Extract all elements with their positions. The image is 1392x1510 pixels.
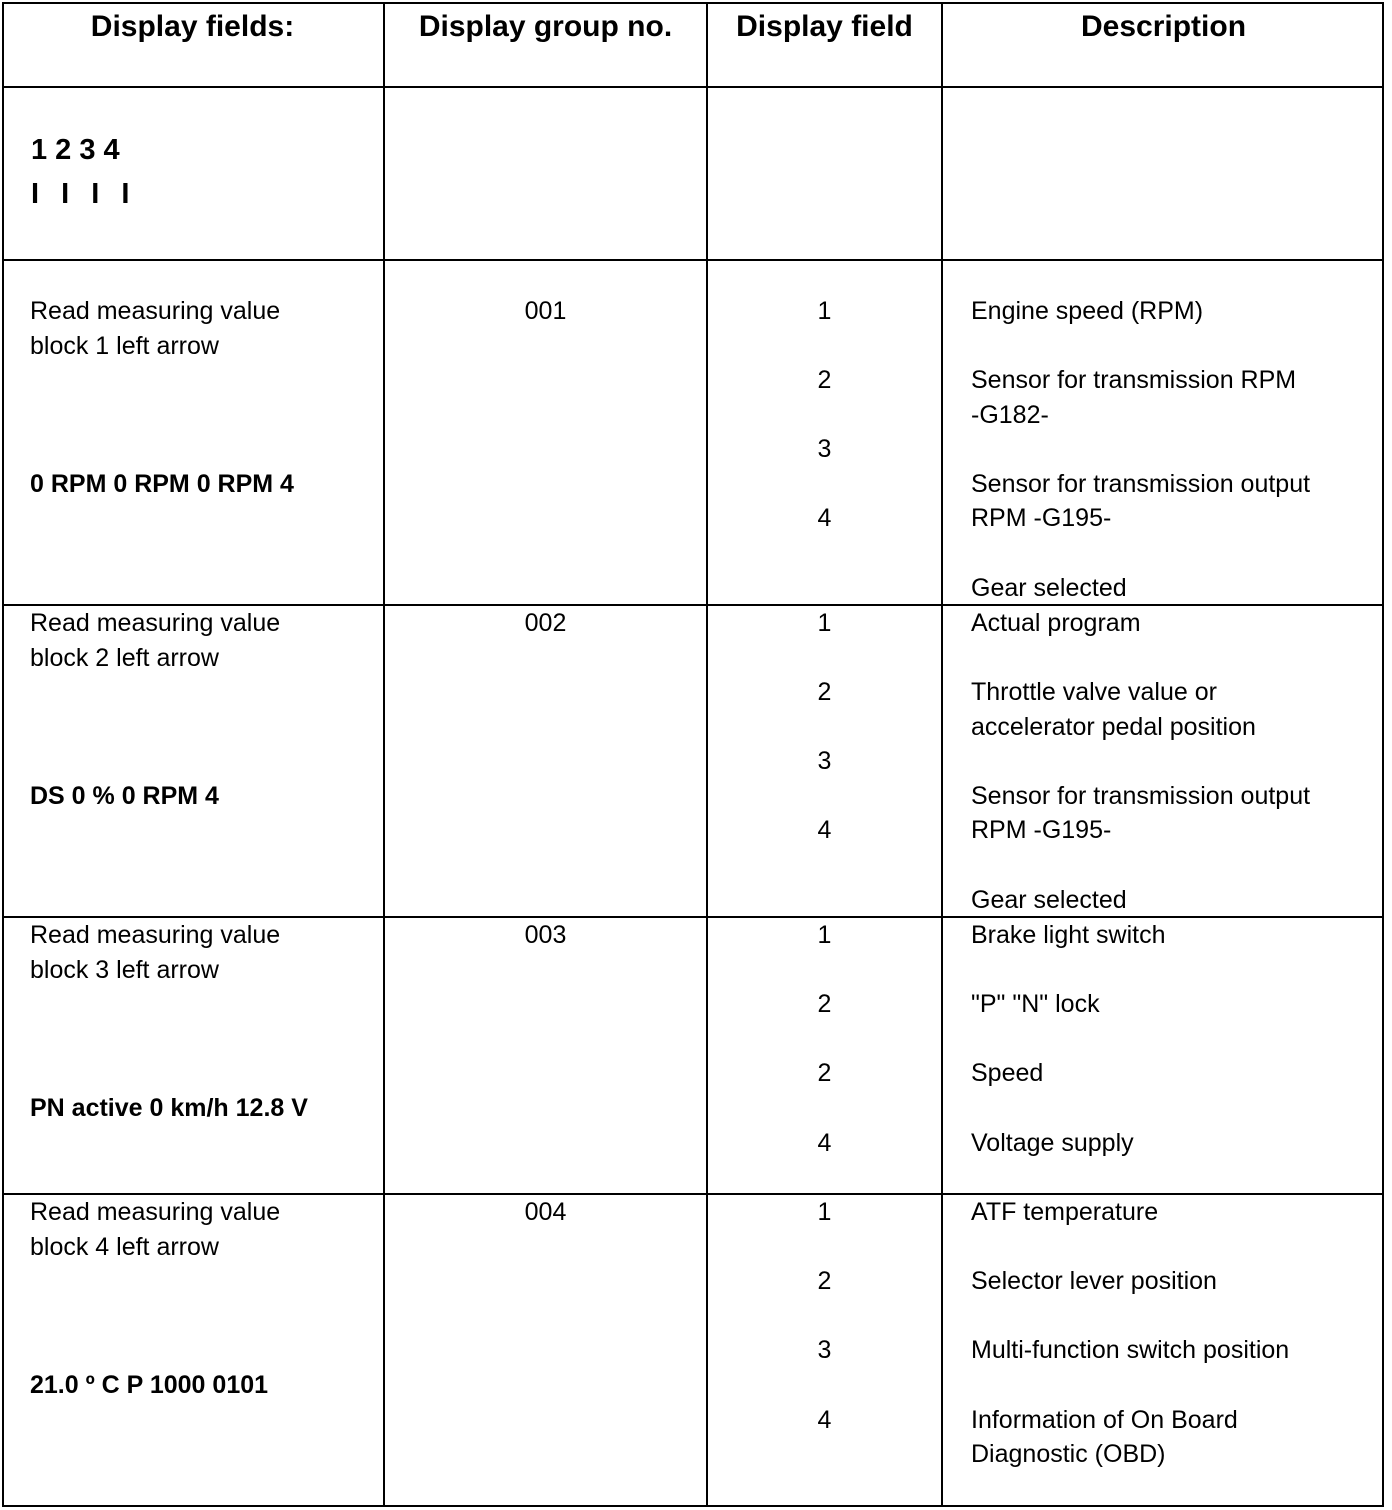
header-display-fields: Display fields: [90, 10, 295, 43]
row-description: Sensor for transmission output [971, 470, 1311, 498]
row-field-number: 4 [817, 1129, 832, 1157]
column-divider [941, 2, 943, 1507]
legend-numbers: 1 2 3 4 [31, 134, 120, 166]
row-display-value: 21.0 º C P 1000 0101 [30, 1371, 269, 1399]
row-group-number: 003 [524, 921, 567, 949]
row-display-value: 0 RPM 0 RPM 0 RPM 4 [30, 470, 294, 498]
row-description: Actual program [971, 609, 1141, 637]
row-description: Throttle valve value or [971, 678, 1217, 706]
column-divider [383, 2, 385, 1507]
row-field-number: 2 [817, 990, 832, 1018]
row-description: Information of On Board [971, 1406, 1238, 1434]
header-display-group-no: Display group no. [418, 10, 673, 43]
display-fields-table [2, 2, 1384, 1507]
row-display-value: DS 0 % 0 RPM 4 [30, 782, 219, 810]
row-description: Gear selected [971, 886, 1127, 914]
row-description: ATF temperature [971, 1198, 1159, 1226]
legend-ticks: I I I I [31, 178, 137, 210]
row-field-number: 4 [817, 1406, 832, 1434]
row-group-number: 002 [524, 609, 567, 637]
row-description: accelerator pedal position [971, 713, 1256, 741]
row-label: block 3 left arrow [30, 956, 219, 984]
row-field-number: 2 [817, 1267, 832, 1295]
row-description: Sensor for transmission output [971, 782, 1311, 810]
row-label: Read measuring value [30, 609, 281, 637]
row-description: -G182- [971, 401, 1049, 429]
row-field-number: 2 [817, 366, 832, 394]
row-label: Read measuring value [30, 1198, 281, 1226]
row-description: Multi-function switch position [971, 1336, 1290, 1364]
row-field-number: 1 [817, 609, 832, 637]
row-divider [2, 86, 1384, 88]
row-description: Gear selected [971, 574, 1127, 602]
row-field-number: 2 [817, 1059, 832, 1087]
row-label: block 4 left arrow [30, 1233, 219, 1261]
row-field-number: 2 [817, 678, 832, 706]
row-description: RPM -G195- [971, 816, 1112, 844]
row-group-number: 004 [524, 1198, 567, 1226]
row-field-number: 1 [817, 921, 832, 949]
row-description: Voltage supply [971, 1129, 1134, 1157]
row-label: block 2 left arrow [30, 644, 219, 672]
row-description: Brake light switch [971, 921, 1166, 949]
row-field-number: 3 [817, 1336, 832, 1364]
header-display-field: Display field [736, 10, 913, 43]
row-description: RPM -G195- [971, 504, 1112, 532]
row-description: Speed [971, 1059, 1044, 1087]
row-description: Engine speed (RPM) [971, 297, 1204, 325]
row-divider [2, 259, 1384, 261]
row-group-number: 001 [524, 297, 567, 325]
row-display-value: PN active 0 km/h 12.8 V [30, 1094, 308, 1122]
row-field-number: 3 [817, 435, 832, 463]
row-description: Diagnostic (OBD) [971, 1440, 1166, 1468]
row-field-number: 1 [817, 297, 832, 325]
row-label: Read measuring value [30, 921, 281, 949]
header-description: Description [1080, 10, 1247, 43]
row-description: "P" "N" lock [971, 990, 1100, 1018]
row-description: Sensor for transmission RPM [971, 366, 1297, 394]
row-label: Read measuring value [30, 297, 281, 325]
row-field-number: 3 [817, 747, 832, 775]
row-label: block 1 left arrow [30, 332, 219, 360]
row-field-number: 4 [817, 504, 832, 532]
row-field-number: 1 [817, 1198, 832, 1226]
row-description: Selector lever position [971, 1267, 1217, 1295]
row-field-number: 4 [817, 816, 832, 844]
